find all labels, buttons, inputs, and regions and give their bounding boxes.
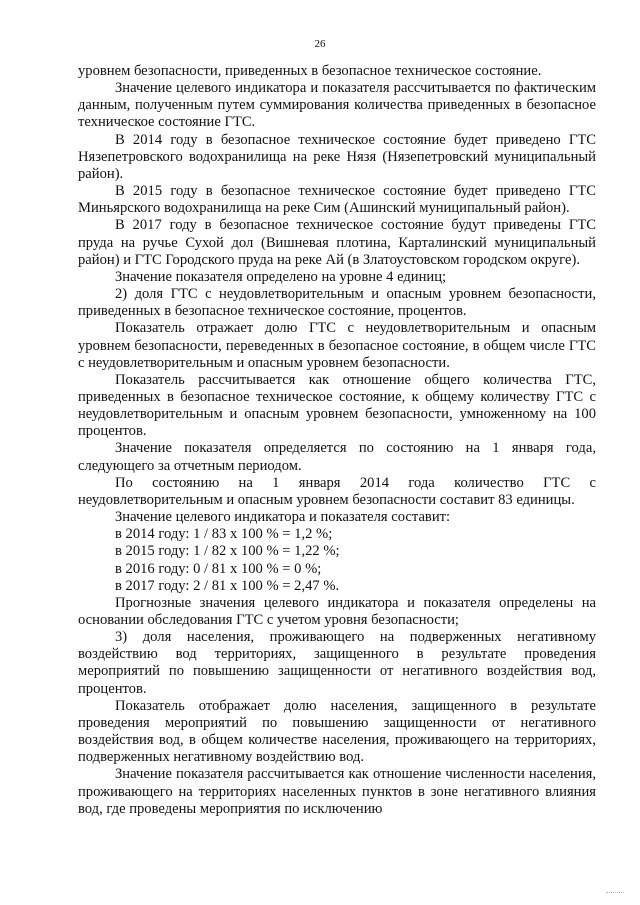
paragraph: В 2017 году в безопасное техническое состояние будут приведены ГТС пруда на ручье Сухой дол (Вишневая плотина, Карталинский муниципальный район) и ГТС Городского пруда на реке Ай (в Златоустовском городском округе). bbox=[78, 217, 596, 268]
paragraph: Значение целевого индикатора и показателя составит: bbox=[115, 509, 451, 526]
paragraph: 3) доля населения, проживающего на подверженных негативному воздействию вод территориях, защищенного в результате проведения мероприятий по повышению защищенности от негативного воздействия вод, процентов. bbox=[78, 629, 596, 697]
paragraph: Значение целевого индикатора и показателя рассчитывается по фактическим данным, полученным путем суммирования количества приведенных в безопасное техническое состояние ГТС. bbox=[78, 80, 596, 131]
paragraph: В 2014 году в безопасное техническое состояние будет приведено ГТС Нязепетровского водохранилища на реке Нязя (Нязепетровский муниципальный район). bbox=[78, 131, 596, 182]
paragraph: в 2016 году: 0 / 81 х 100 % = 0 %; bbox=[115, 560, 322, 577]
paragraph: в 2014 году: 1 / 83 х 100 % = 1,2 %; bbox=[115, 526, 333, 543]
paragraph: Показатель рассчитывается как отношение общего количества ГТС, приведенных в безопасное техническое состояние, к общему количеству ГТС с неудовлетворительным и опасным уровнем безопасности, умноженному на 100 процентов. bbox=[78, 371, 596, 440]
paragraph: в 2015 году: 1 / 82 х 100 % = 1,22 %; bbox=[115, 543, 340, 560]
paragraph: В 2015 году в безопасное техническое состояние будет приведено ГТС Миньярского водохранилища на реке Сим (Ашинский муниципальный район). bbox=[78, 183, 596, 217]
paragraph: 2) доля ГТС с неудовлетворительным и опасным уровнем безопасности, приведенных в безопасное техническое состояние, процентов. bbox=[78, 286, 596, 320]
paragraph: уровнем безопасности, приведенных в безопасное техническое состояние. bbox=[78, 63, 542, 79]
page-number: 26 bbox=[314, 38, 326, 50]
paragraph: Значение показателя определено на уровне 4 единиц; bbox=[115, 268, 447, 285]
paragraph: Значение показателя определяется по состоянию на 1 января года, следующего за отчетным периодом. bbox=[78, 440, 596, 474]
paragraph: По состоянию на 1 января 2014 года количество ГТС с неудовлетворительным и опасным уровнем безопасности составит 83 единицы. bbox=[78, 474, 596, 508]
paragraph: Показатель отражает долю ГТС с неудовлетворительным и опасным уровнем безопасности, переведенных в безопасное состояние, в общем числе ГТС с неудовлетворительным и опасным уровнем безопасности. bbox=[78, 320, 596, 371]
scan-mark bbox=[606, 892, 624, 895]
paragraph: Показатель отображает долю населения, защищенного в результате проведения мероприятий по повышению защищенности от негативного воздействия вод, в общем количестве населения, проживающего на территориях, подверженных негативному воздействию вод. bbox=[78, 697, 596, 766]
paragraph: Прогнозные значения целевого индикатора и показателя определены на основании обследования ГТС с учетом уровня безопасности; bbox=[78, 594, 596, 628]
paragraph: Значение показателя рассчитывается как отношение численности населения, проживающего на территориях населенных пунктов в зоне негативного влияния вод, где проведены мероприятия по исключению bbox=[78, 766, 596, 817]
paragraph: в 2017 году: 2 / 81 х 100 % = 2,47 %. bbox=[115, 577, 340, 594]
body-text bbox=[78, 63, 596, 818]
